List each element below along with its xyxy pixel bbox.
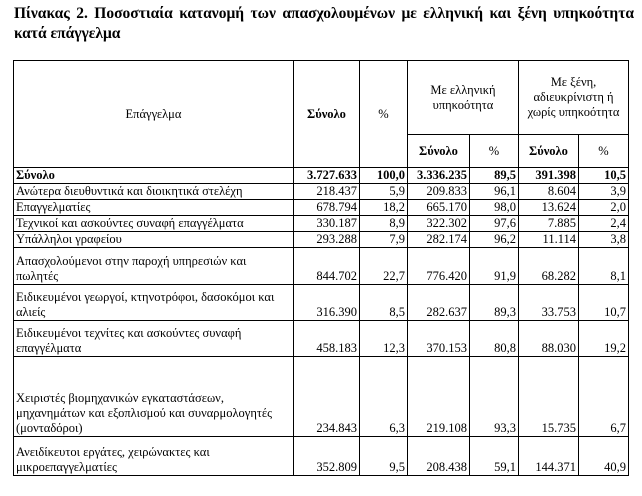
header-foreign-pct: % [579, 135, 629, 168]
cell-pct: 12,3 [360, 321, 408, 357]
cell-occupation: Σύνολο [14, 168, 294, 184]
cell-pct: 22,7 [360, 248, 408, 285]
cell-total: 218.437 [294, 184, 360, 200]
cell-greek-pct: 91,9 [470, 248, 519, 285]
cell-foreign-pct: 6,7 [579, 357, 629, 437]
cell-foreign-total: 33.753 [519, 285, 579, 321]
table-row [14, 200, 629, 216]
cell-foreign-total: 391.398 [519, 168, 579, 184]
cell-total: 330.187 [294, 216, 360, 232]
cell-greek-pct: 96,1 [470, 184, 519, 200]
cell-total: 458.183 [294, 321, 360, 357]
cell-greek-pct: 98,0 [470, 200, 519, 216]
header-greek-group: Με ελληνική υπηκοότητα [408, 61, 519, 135]
header-foreign-total: Σύνολο [519, 135, 579, 168]
table-row [14, 285, 629, 321]
table-row [14, 437, 629, 476]
cell-greek-total: 665.170 [408, 200, 470, 216]
cell-greek-total: 3.336.235 [408, 168, 470, 184]
table-row [14, 232, 629, 248]
cell-greek-pct: 96,2 [470, 232, 519, 248]
cell-greek-total: 370.153 [408, 321, 470, 357]
table-body [14, 168, 629, 476]
cell-foreign-total: 7.885 [519, 216, 579, 232]
table-caption: Πίνακας 2. Ποσοστιαία κατανομή των απασχολουμένων με ελληνική και ξένη υπηκοότητα κατά επάγγελμα [14, 5, 634, 42]
cell-greek-pct: 89,3 [470, 285, 519, 321]
cell-total: 316.390 [294, 285, 360, 321]
cell-occupation: Ειδικευμένοι τεχνίτες και ασκούντες συναφή επαγγέλματα [14, 321, 294, 357]
header-occupation: Επάγγελμα [14, 61, 294, 168]
cell-pct: 6,3 [360, 357, 408, 437]
cell-greek-total: 282.637 [408, 285, 470, 321]
cell-foreign-pct: 3,8 [579, 232, 629, 248]
cell-greek-total: 282.174 [408, 232, 470, 248]
cell-occupation: Ανώτερα διευθυντικά και διοικητικά στελέχη [14, 184, 294, 200]
table-row [14, 321, 629, 357]
cell-occupation: Τεχνικοί και ασκούντες συναφή επαγγέλματα [14, 216, 294, 232]
table-row [14, 357, 629, 437]
cell-foreign-pct: 2,4 [579, 216, 629, 232]
cell-greek-pct: 89,5 [470, 168, 519, 184]
cell-occupation: Επαγγελματίες [14, 200, 294, 216]
cell-pct: 8,5 [360, 285, 408, 321]
cell-total: 3.727.633 [294, 168, 360, 184]
cell-pct: 9,5 [360, 437, 408, 476]
table-row-total [14, 168, 629, 184]
cell-total: 844.702 [294, 248, 360, 285]
cell-foreign-total: 11.114 [519, 232, 579, 248]
cell-occupation: Υπάλληλοι γραφείου [14, 232, 294, 248]
cell-foreign-total: 68.282 [519, 248, 579, 285]
table-row [14, 216, 629, 232]
cell-occupation: Ανειδίκευτοι εργάτες, χειρώνακτες και μικροεπαγγελματίες [14, 437, 294, 476]
cell-occupation: Χειριστές βιομηχανικών εγκαταστάσεων, μηχανημάτων και εξοπλισμού και συναρμολογητές (μονταδόροι) [14, 357, 294, 437]
cell-foreign-total: 88.030 [519, 321, 579, 357]
cell-total: 678.794 [294, 200, 360, 216]
cell-total: 293.288 [294, 232, 360, 248]
cell-greek-total: 219.108 [408, 357, 470, 437]
cell-occupation: Ειδικευμένοι γεωργοί, κτηνοτρόφοι, δασοκόμοι και αλιείς [14, 285, 294, 321]
cell-greek-total: 776.420 [408, 248, 470, 285]
cell-greek-pct: 80,8 [470, 321, 519, 357]
header-pct: % [360, 61, 408, 168]
cell-foreign-total: 144.371 [519, 437, 579, 476]
occupation-nationality-table [13, 60, 629, 476]
cell-pct: 100,0 [360, 168, 408, 184]
cell-greek-pct: 97,6 [470, 216, 519, 232]
cell-foreign-pct: 10,5 [579, 168, 629, 184]
cell-greek-pct: 93,3 [470, 357, 519, 437]
cell-greek-total: 208.438 [408, 437, 470, 476]
cell-pct: 5,9 [360, 184, 408, 200]
cell-greek-total: 209.833 [408, 184, 470, 200]
cell-foreign-pct: 8,1 [579, 248, 629, 285]
cell-total: 234.843 [294, 357, 360, 437]
cell-total: 352.809 [294, 437, 360, 476]
cell-foreign-pct: 10,7 [579, 285, 629, 321]
cell-foreign-pct: 3,9 [579, 184, 629, 200]
cell-greek-total: 322.302 [408, 216, 470, 232]
cell-foreign-total: 13.624 [519, 200, 579, 216]
header-greek-pct: % [470, 135, 519, 168]
header-total: Σύνολο [294, 61, 360, 168]
header-foreign-group: Με ξένη, αδιευκρίνιστη ή χωρίς υπηκοότητα [519, 61, 629, 135]
cell-foreign-total: 8.604 [519, 184, 579, 200]
cell-pct: 18,2 [360, 200, 408, 216]
cell-pct: 8,9 [360, 216, 408, 232]
header-greek-total: Σύνολο [408, 135, 470, 168]
cell-foreign-total: 15.735 [519, 357, 579, 437]
cell-occupation: Απασχολούμενοι στην παροχή υπηρεσιών και πωλητές [14, 248, 294, 285]
cell-foreign-pct: 19,2 [579, 321, 629, 357]
table-row [14, 248, 629, 285]
table-row [14, 184, 629, 200]
cell-greek-pct: 59,1 [470, 437, 519, 476]
cell-foreign-pct: 2,0 [579, 200, 629, 216]
cell-foreign-pct: 40,9 [579, 437, 629, 476]
cell-pct: 7,9 [360, 232, 408, 248]
